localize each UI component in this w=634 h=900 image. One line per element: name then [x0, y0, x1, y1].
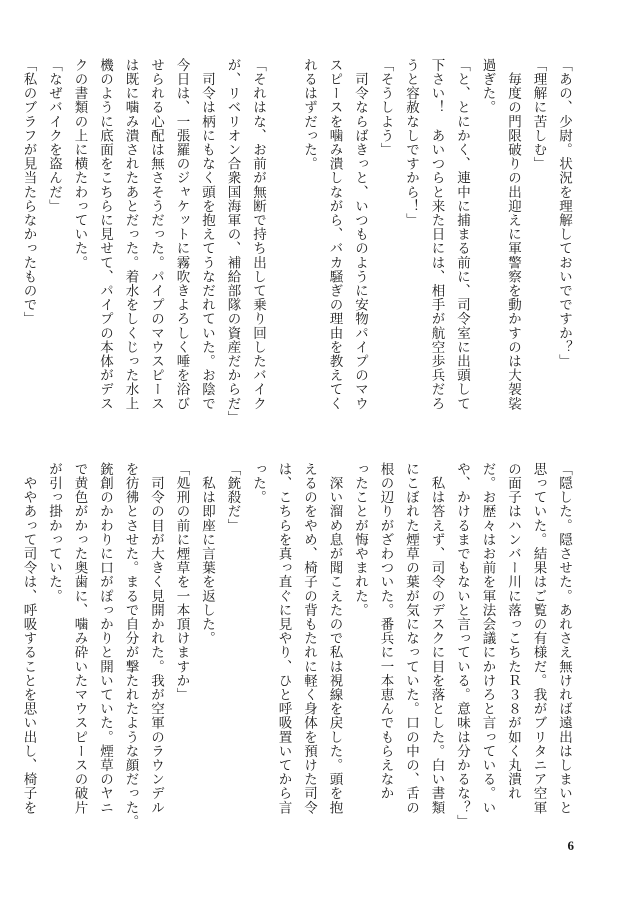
- text-column: 毎度の門限破りの出迎えに軍警察を動かすのは大袈裟: [505, 58, 521, 411]
- text-column: えるのをやめ、椅子の背もたれに軽く身体を預けた司令: [301, 462, 317, 815]
- text-column: が、リベリオン合衆国海軍の、補給部隊の資産だからだ」: [224, 58, 241, 425]
- text-column: 「と、とにかく、連中に捕まる前に、司令室に出頭して: [454, 58, 470, 411]
- text-column: 「私のブラフが見当たらなかったもので」: [20, 58, 37, 326]
- text-column: ったことが悔やまれた。: [352, 462, 368, 618]
- text-column: れるはずだった。: [301, 58, 317, 171]
- text-column: 「それはな、お前が無断で持ち出して乗り回したバイク: [250, 58, 266, 411]
- text-column: 「銃殺だ」: [224, 462, 241, 533]
- text-column: せられる心配は無さそうだった。パイプのマウスピース: [148, 58, 164, 411]
- text-column: スピースを噛み潰しながら、バカ騒ぎの理由を教えてく: [326, 58, 343, 411]
- text-column: だ。お歴々はお前を軍法会議にかけろと言っている。い: [479, 462, 496, 815]
- page-number: 6: [567, 838, 574, 853]
- text-column: 機のように底面をこちらに見せて、パイプの本体がデス: [97, 58, 113, 411]
- text-column: 過ぎた。: [479, 58, 496, 115]
- text-column: 根の辺りがざわついた。番兵に一本恵んでもらえなか: [377, 462, 394, 801]
- text-column: [270, 58, 296, 438]
- text-column: は既に噛み潰されたあとだった。着水をしくじった水上: [122, 58, 139, 411]
- bottom-text-block: [15, 462, 576, 842]
- text-column: は、こちらを真っ直ぐに見やり、ひと呼吸置いてから言: [275, 462, 292, 815]
- text-column: 司令は柄にもなく頭を抱えてうなだれていた。お陰で: [199, 58, 215, 411]
- text-column: 「そうしよう」: [377, 58, 394, 157]
- text-column: や、かけるまでもないと言っている。意味は分かるな？」: [454, 462, 470, 829]
- text-column: うと容赦なしですから！」: [403, 58, 419, 228]
- text-column: 思っていた。結果はご覧の有様だ。我がブリタニア空軍: [530, 462, 547, 815]
- text-column: 「隠した。隠させた。あれさえ無ければ遠出はしまいと: [556, 462, 572, 815]
- text-column: 下さい！ あいつらと来た日には、相手が航空歩兵だろ: [428, 58, 445, 411]
- text-column: 司令ならばきっと、いつものように安物パイプのマウ: [352, 58, 368, 411]
- top-text-block: [15, 58, 576, 438]
- text-column: 司令の目が大きく見開かれた。我が空軍のラウンデル: [148, 462, 164, 815]
- text-column: で黄色がかった奥歯に、噛み砕いたマウスピースの破片: [71, 462, 88, 815]
- text-column: を彷彿とさせた。まるで自分が撃たれたような顔だった。: [122, 462, 139, 829]
- text-column: 今日は、一張羅のジャケットに霧吹きよろしく唾を浴び: [173, 58, 190, 411]
- text-column: クの書類の上に横たわっていた。: [71, 58, 88, 270]
- text-column: が引っ掛かっていた。: [46, 462, 62, 603]
- text-column: 私は即座に言葉を返した。: [199, 462, 215, 646]
- text-column: 「なぜバイクを盗んだ」: [46, 58, 62, 214]
- text-column: ややあって司令は、呼吸することを思い出し、椅子を: [20, 462, 37, 815]
- text-column: の面子はハンバー川に落っこちたＲ３８が如く丸潰れ: [505, 462, 521, 801]
- text-column: 私は答えず、司令のデスクに目を落とした。白い書類: [428, 462, 445, 815]
- text-column: 深い溜め息が聞こえたので私は視線を戻した。頭を抱: [326, 462, 343, 815]
- text-column: 「あの、少尉。状況を理解しておいでですか？」: [556, 58, 572, 369]
- text-column: った。: [250, 462, 266, 505]
- text-column: 銃創のかわりに口がぽっかりと開いていた。煙草のヤニ: [97, 462, 113, 815]
- text-column: にこぼれた煙草の葉が気になっていた。口の中の、舌の: [403, 462, 419, 815]
- text-column: 「処刑の前に煙草を一本頂けますか」: [173, 462, 190, 702]
- text-column: 「理解に苦しむ」: [530, 58, 547, 171]
